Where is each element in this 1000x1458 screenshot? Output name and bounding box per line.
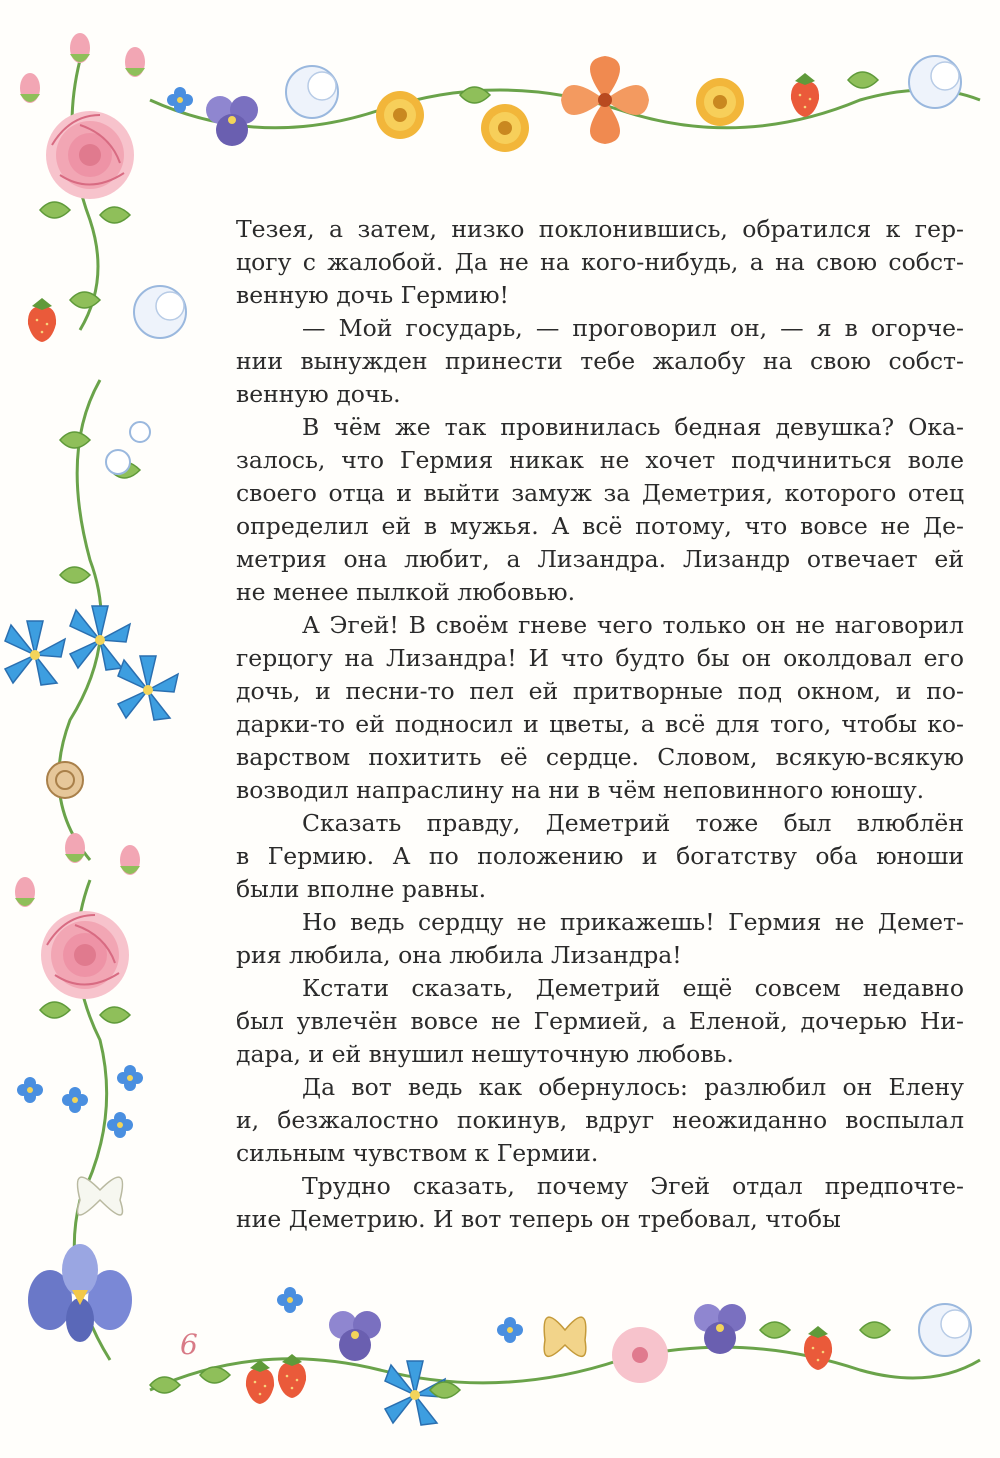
leaf-icon — [40, 202, 70, 218]
strawberry-icon — [278, 1354, 306, 1398]
forget-me-not-icon — [277, 1287, 303, 1313]
forget-me-not-icon — [107, 1112, 133, 1138]
bluebell-icon — [5, 621, 65, 685]
text-line: рия любила, она любила Лизандра! — [236, 941, 682, 969]
text-line: венную дочь Гермию! — [236, 281, 509, 309]
rose-bud-icon — [65, 833, 85, 863]
text-line: В чём же так провинилась бедная девушка? Ока- — [302, 413, 964, 441]
text-line: залось, что Гермия никак не хочет подчиниться воле — [236, 446, 964, 474]
paragraph — [236, 411, 964, 609]
forget-me-not-icon — [62, 1087, 88, 1113]
page-number: 6 — [180, 1328, 198, 1361]
butterfly-icon — [544, 1317, 586, 1356]
strawberry-icon — [791, 73, 819, 117]
text-line: цогу с жалобой. Да не на кого-нибудь, а на свою собст- — [236, 248, 964, 276]
text-line: дара, и ей внушил нешуточную любовь. — [236, 1040, 734, 1068]
leaf-icon — [100, 207, 130, 223]
jasmine-icon — [130, 422, 150, 442]
paragraph — [236, 1170, 964, 1236]
text-line: Да вот ведь как обернулось: разлюбил он Елену — [302, 1073, 964, 1101]
rose-icon — [41, 911, 129, 999]
paragraph — [236, 312, 964, 411]
text-line: возводил напраслину на ни в чём неповинного юношу. — [236, 776, 925, 804]
snowdrop-icon — [919, 1304, 971, 1356]
leaf-icon — [100, 1007, 130, 1023]
leaf-icon — [60, 567, 90, 583]
leaf-icon — [848, 72, 878, 88]
text-line: — Мой государь, — проговорил он, — я в огорче- — [302, 314, 964, 342]
paragraph — [236, 972, 964, 1071]
blossom-icon — [612, 1327, 668, 1383]
daisy-icon — [286, 66, 338, 118]
text-line: нии вынужден принести тебе жалобу на свою собст- — [236, 347, 964, 375]
orange-flower-icon — [561, 56, 649, 144]
bluebell-icon — [118, 656, 178, 720]
leaf-icon — [60, 432, 90, 448]
rose-bud-icon — [70, 33, 90, 63]
text-line: не менее пылкой любовью. — [236, 578, 576, 606]
rose-bud-icon — [15, 877, 35, 907]
text-line: дарки-то ей подносил и цветы, а всё для того, чтобы ко- — [236, 710, 964, 738]
paragraph — [236, 213, 964, 312]
text-line: ние Деметрию. И вот теперь он требовал, чтобы — [236, 1205, 841, 1233]
iris-icon — [28, 1244, 132, 1342]
rose-bud-icon — [125, 47, 145, 77]
snowdrop-icon — [134, 286, 186, 338]
text-line: определил ей в мужья. А всё потому, что вовсе не Де- — [236, 512, 964, 540]
page-text — [236, 213, 964, 1236]
text-line: Трудно сказать, почему Эгей отдал предпочте- — [302, 1172, 964, 1200]
forget-me-not-icon — [117, 1065, 143, 1091]
leaf-icon — [40, 1002, 70, 1018]
text-line: и, безжалостно покинув, вдруг неожиданно воспылал — [236, 1106, 964, 1134]
jasmine-icon — [106, 450, 130, 474]
paragraph — [236, 807, 964, 906]
rose-icon — [46, 111, 134, 199]
rose-bud-icon — [20, 73, 40, 103]
text-line: Сказать правду, Деметрий тоже был влюблён — [302, 809, 964, 837]
paragraph — [236, 609, 964, 807]
pansy-icon — [206, 96, 258, 146]
text-line: дочь, и песни-то пел ей притворные под окном, и по- — [236, 677, 964, 705]
bluebell-icon — [70, 606, 130, 670]
pansy-icon — [329, 1311, 381, 1361]
text-line: был увлечён вовсе не Гермией, а Еленой, дочерью Ни- — [236, 1007, 964, 1035]
text-line: Тезея, а затем, низко поклонившись, обратился к гер- — [236, 215, 964, 243]
rose-bud-icon — [120, 845, 140, 875]
strawberry-icon — [804, 1326, 832, 1370]
text-line: своего отца и выйти замуж за Деметрия, которого отец — [236, 479, 964, 507]
text-line: Но ведь сердцу не прикажешь! Гермия не Демет- — [302, 908, 964, 936]
leaf-icon — [760, 1322, 790, 1338]
snowdrop-icon — [909, 56, 961, 108]
paragraph — [236, 1071, 964, 1170]
text-line: в Гермию. А по положению и богатству оба юноши — [236, 842, 964, 870]
strawberry-icon — [28, 298, 56, 342]
leaf-icon — [860, 1322, 890, 1338]
daisy-icon — [481, 104, 529, 152]
paragraph — [236, 906, 964, 972]
strawberry-icon — [246, 1360, 274, 1404]
text-line: сильным чувством к Гермии. — [236, 1139, 599, 1167]
text-line: метрия она любит, а Лизандра. Лизандр отвечает ей — [236, 545, 964, 573]
snail-icon — [47, 762, 83, 798]
text-line: А Эгей! В своём гневе чего только он не наговорил — [302, 611, 964, 639]
forget-me-not-icon — [17, 1077, 43, 1103]
text-line: были вполне равны. — [236, 875, 487, 903]
text-line: Кстати сказать, Деметрий ещё совсем недавно — [302, 974, 964, 1002]
daisy-icon — [376, 91, 424, 139]
yellow-bud-icon — [696, 78, 744, 126]
text-line: варством похитить её сердце. Словом, всякую-всякую — [236, 743, 964, 771]
text-line: герцогу на Лизандра! И что будто бы он околдовал его — [236, 644, 964, 672]
butterfly-icon — [78, 1177, 123, 1215]
forget-me-not-icon — [497, 1317, 523, 1343]
text-line: венную дочь. — [236, 380, 401, 408]
